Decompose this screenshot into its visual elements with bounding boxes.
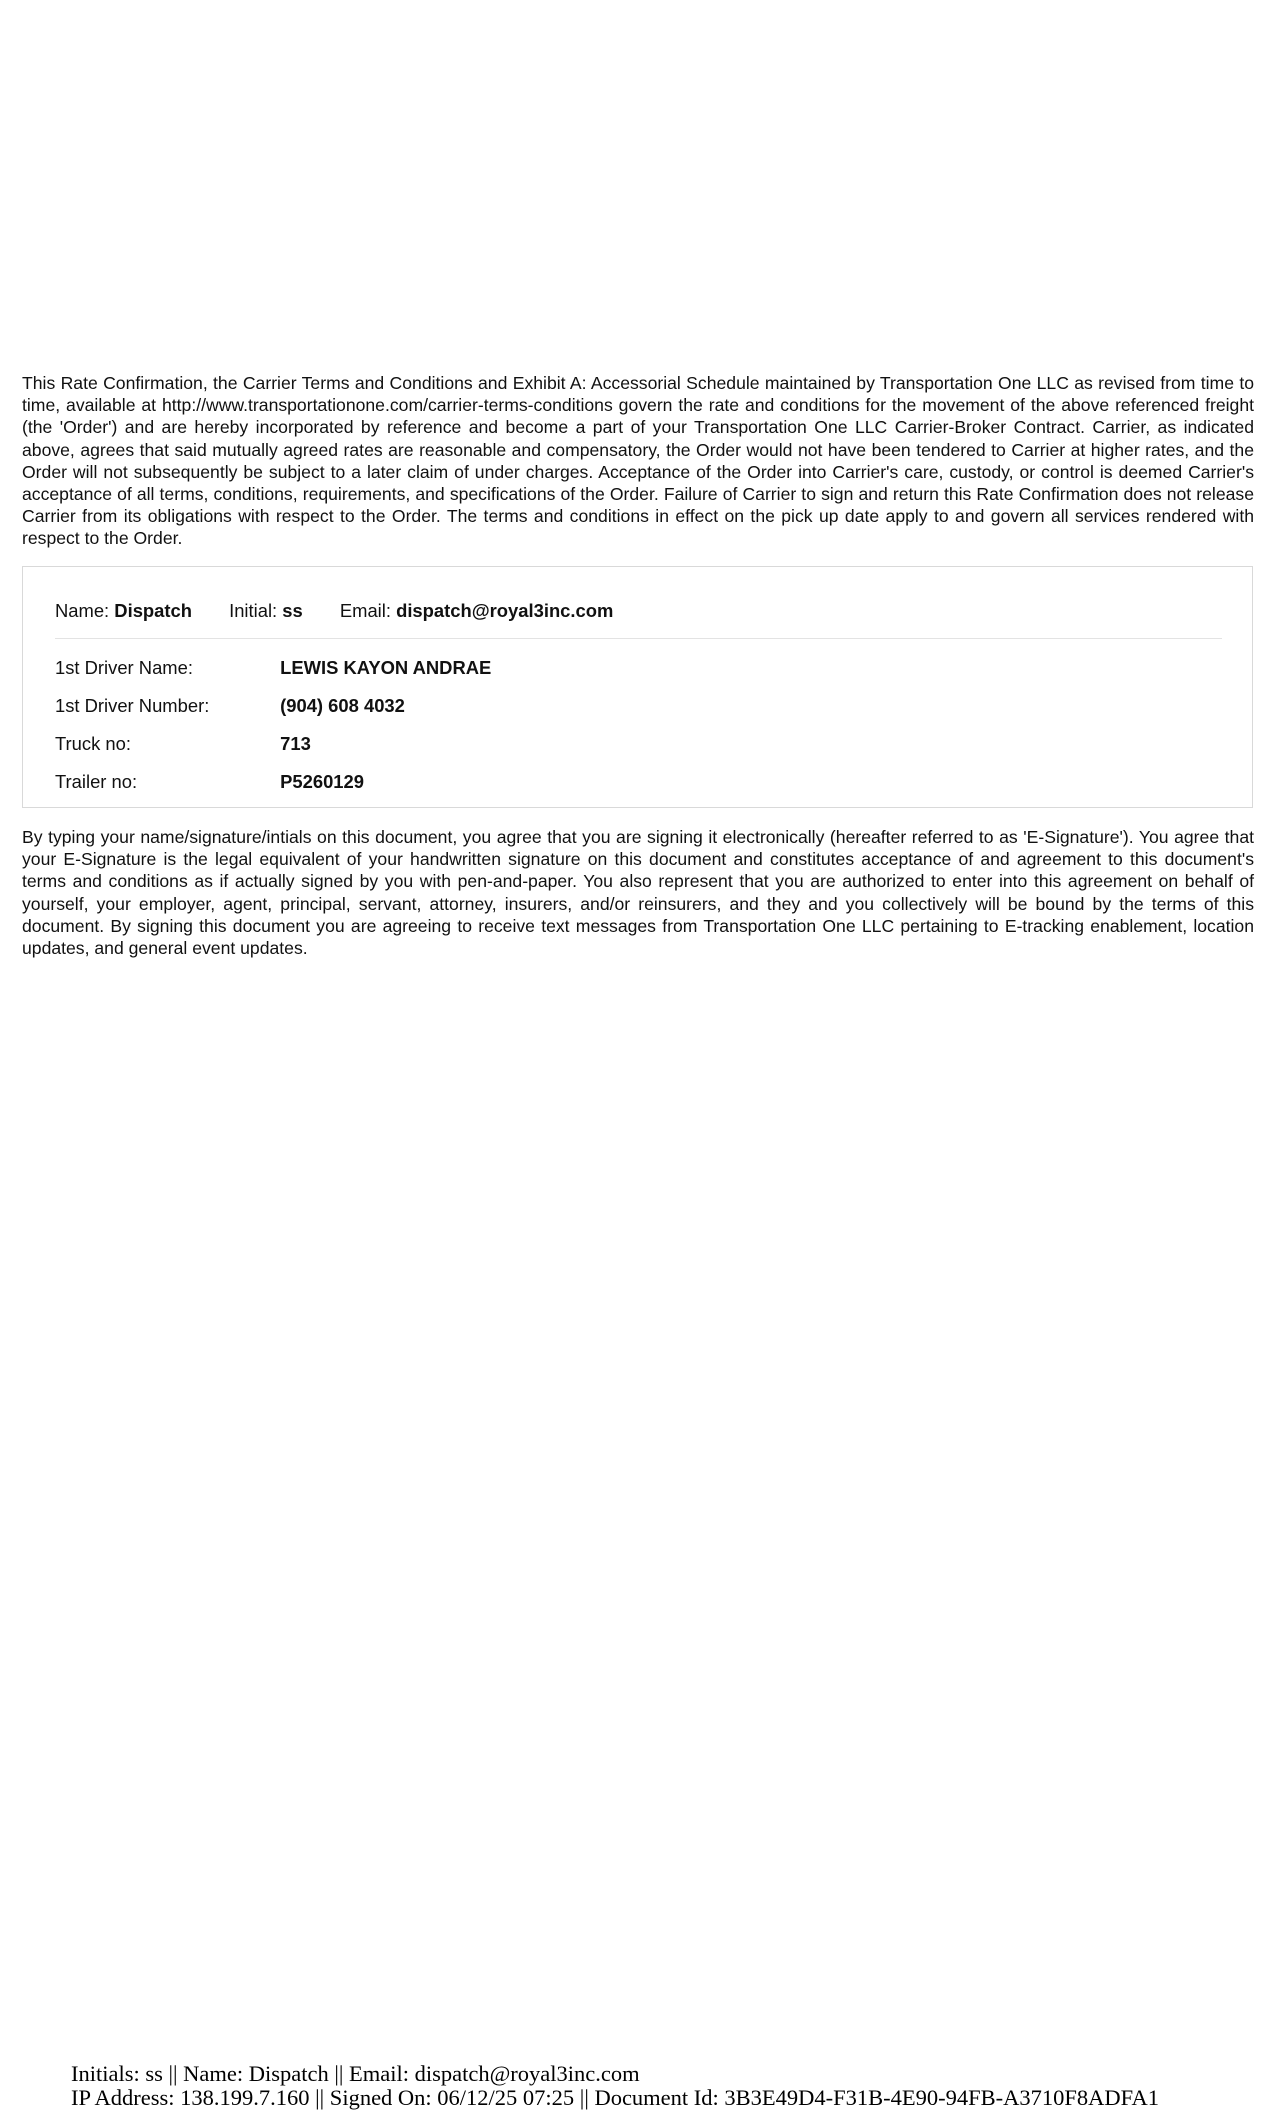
signer-initial-field xyxy=(229,600,303,622)
footer-line-signer: Initials: ss || Name: Dispatch || Email: dispatch@royal3inc.com xyxy=(71,2061,640,2086)
trailer-number-row xyxy=(55,771,364,793)
driver-number-label: 1st Driver Number: xyxy=(55,695,210,716)
terms-paragraph: This Rate Confirmation, the Carrier Terms and Conditions and Exhibit A: Accessorial Schedule maintained by Transportation One LLC as revised from time to time, available at http://www.transportationone.com/carrier-terms-conditions govern the rate and conditions for the movement of the above referenced freight (the 'Order') and are hereby incorporated by reference and become a part of your Transportation One LLC Carrier-Broker Contract. Carrier, as indicated above, agrees that said mutually agreed rates are reasonable and compensatory, the Order would not have been tendered to Carrier at higher rates, and the Order will not subsequently be subject to a later claim of under charges. Acceptance of the Order into Carrier's care, custody, or control is deemed Carrier's acceptance of all terms, conditions, requirements, and specifications of the Order. Failure of Carrier to sign and return this Rate Confirmation does not release Carrier from its obligations with respect to the Order. The terms and conditions in effect on the pick up date apply to and govern all services rendered with respect to the Order. xyxy=(22,373,1254,549)
driver-name-value: LEWIS KAYON ANDRAE xyxy=(280,657,492,678)
signer-name-label: Name: xyxy=(55,600,110,621)
signer-name-value: Dispatch xyxy=(114,600,192,621)
footer-line-audit: IP Address: 138.199.7.160 || Signed On: 06/12/25 07:25 || Document Id: 3B3E49D4-F31B-4E90-94FB-A3710F8ADFA1 xyxy=(71,2085,1160,2110)
signer-email-value: dispatch@royal3inc.com xyxy=(396,600,614,621)
signer-name-field xyxy=(55,600,192,622)
trailer-number-label: Trailer no: xyxy=(55,771,138,792)
signature-card xyxy=(22,566,1253,808)
trailer-number-value: P5260129 xyxy=(280,771,364,792)
card-divider xyxy=(55,638,1222,639)
driver-number-value: (904) 608 4032 xyxy=(280,695,405,716)
signer-email-label: Email: xyxy=(339,600,391,621)
truck-number-value: 713 xyxy=(280,733,311,754)
truck-number-label: Truck no: xyxy=(55,733,131,754)
signature-footer xyxy=(71,2062,1159,2110)
driver-name-label: 1st Driver Name: xyxy=(55,657,193,678)
driver-number-row xyxy=(55,695,405,717)
esignature-paragraph: By typing your name/signature/intials on this document, you agree that you are signing it electronically (hereafter referred to as 'E-Signature'). You agree that your E-Signature is the legal equivalent of your handwritten signature on this document and constitutes acceptance of and agreement to this document's terms and conditions as if actually signed by you with pen-and-paper. You also represent that you are authorized to enter into this agreement on behalf of yourself, your employer, agent, principal, servant, attorney, insurers, and/or reinsurers, and they and you collectively will be bound by the terms of this document. By signing this document you are agreeing to receive text messages from Transportation One LLC pertaining to E-tracking enablement, location updates, and general event updates. xyxy=(22,827,1254,959)
signer-initial-value: ss xyxy=(282,600,303,621)
driver-name-row xyxy=(55,657,491,679)
signer-info-row xyxy=(55,600,613,622)
truck-number-row xyxy=(55,733,311,755)
signer-email-field xyxy=(340,600,613,622)
signer-initial-label: Initial: xyxy=(229,600,278,621)
